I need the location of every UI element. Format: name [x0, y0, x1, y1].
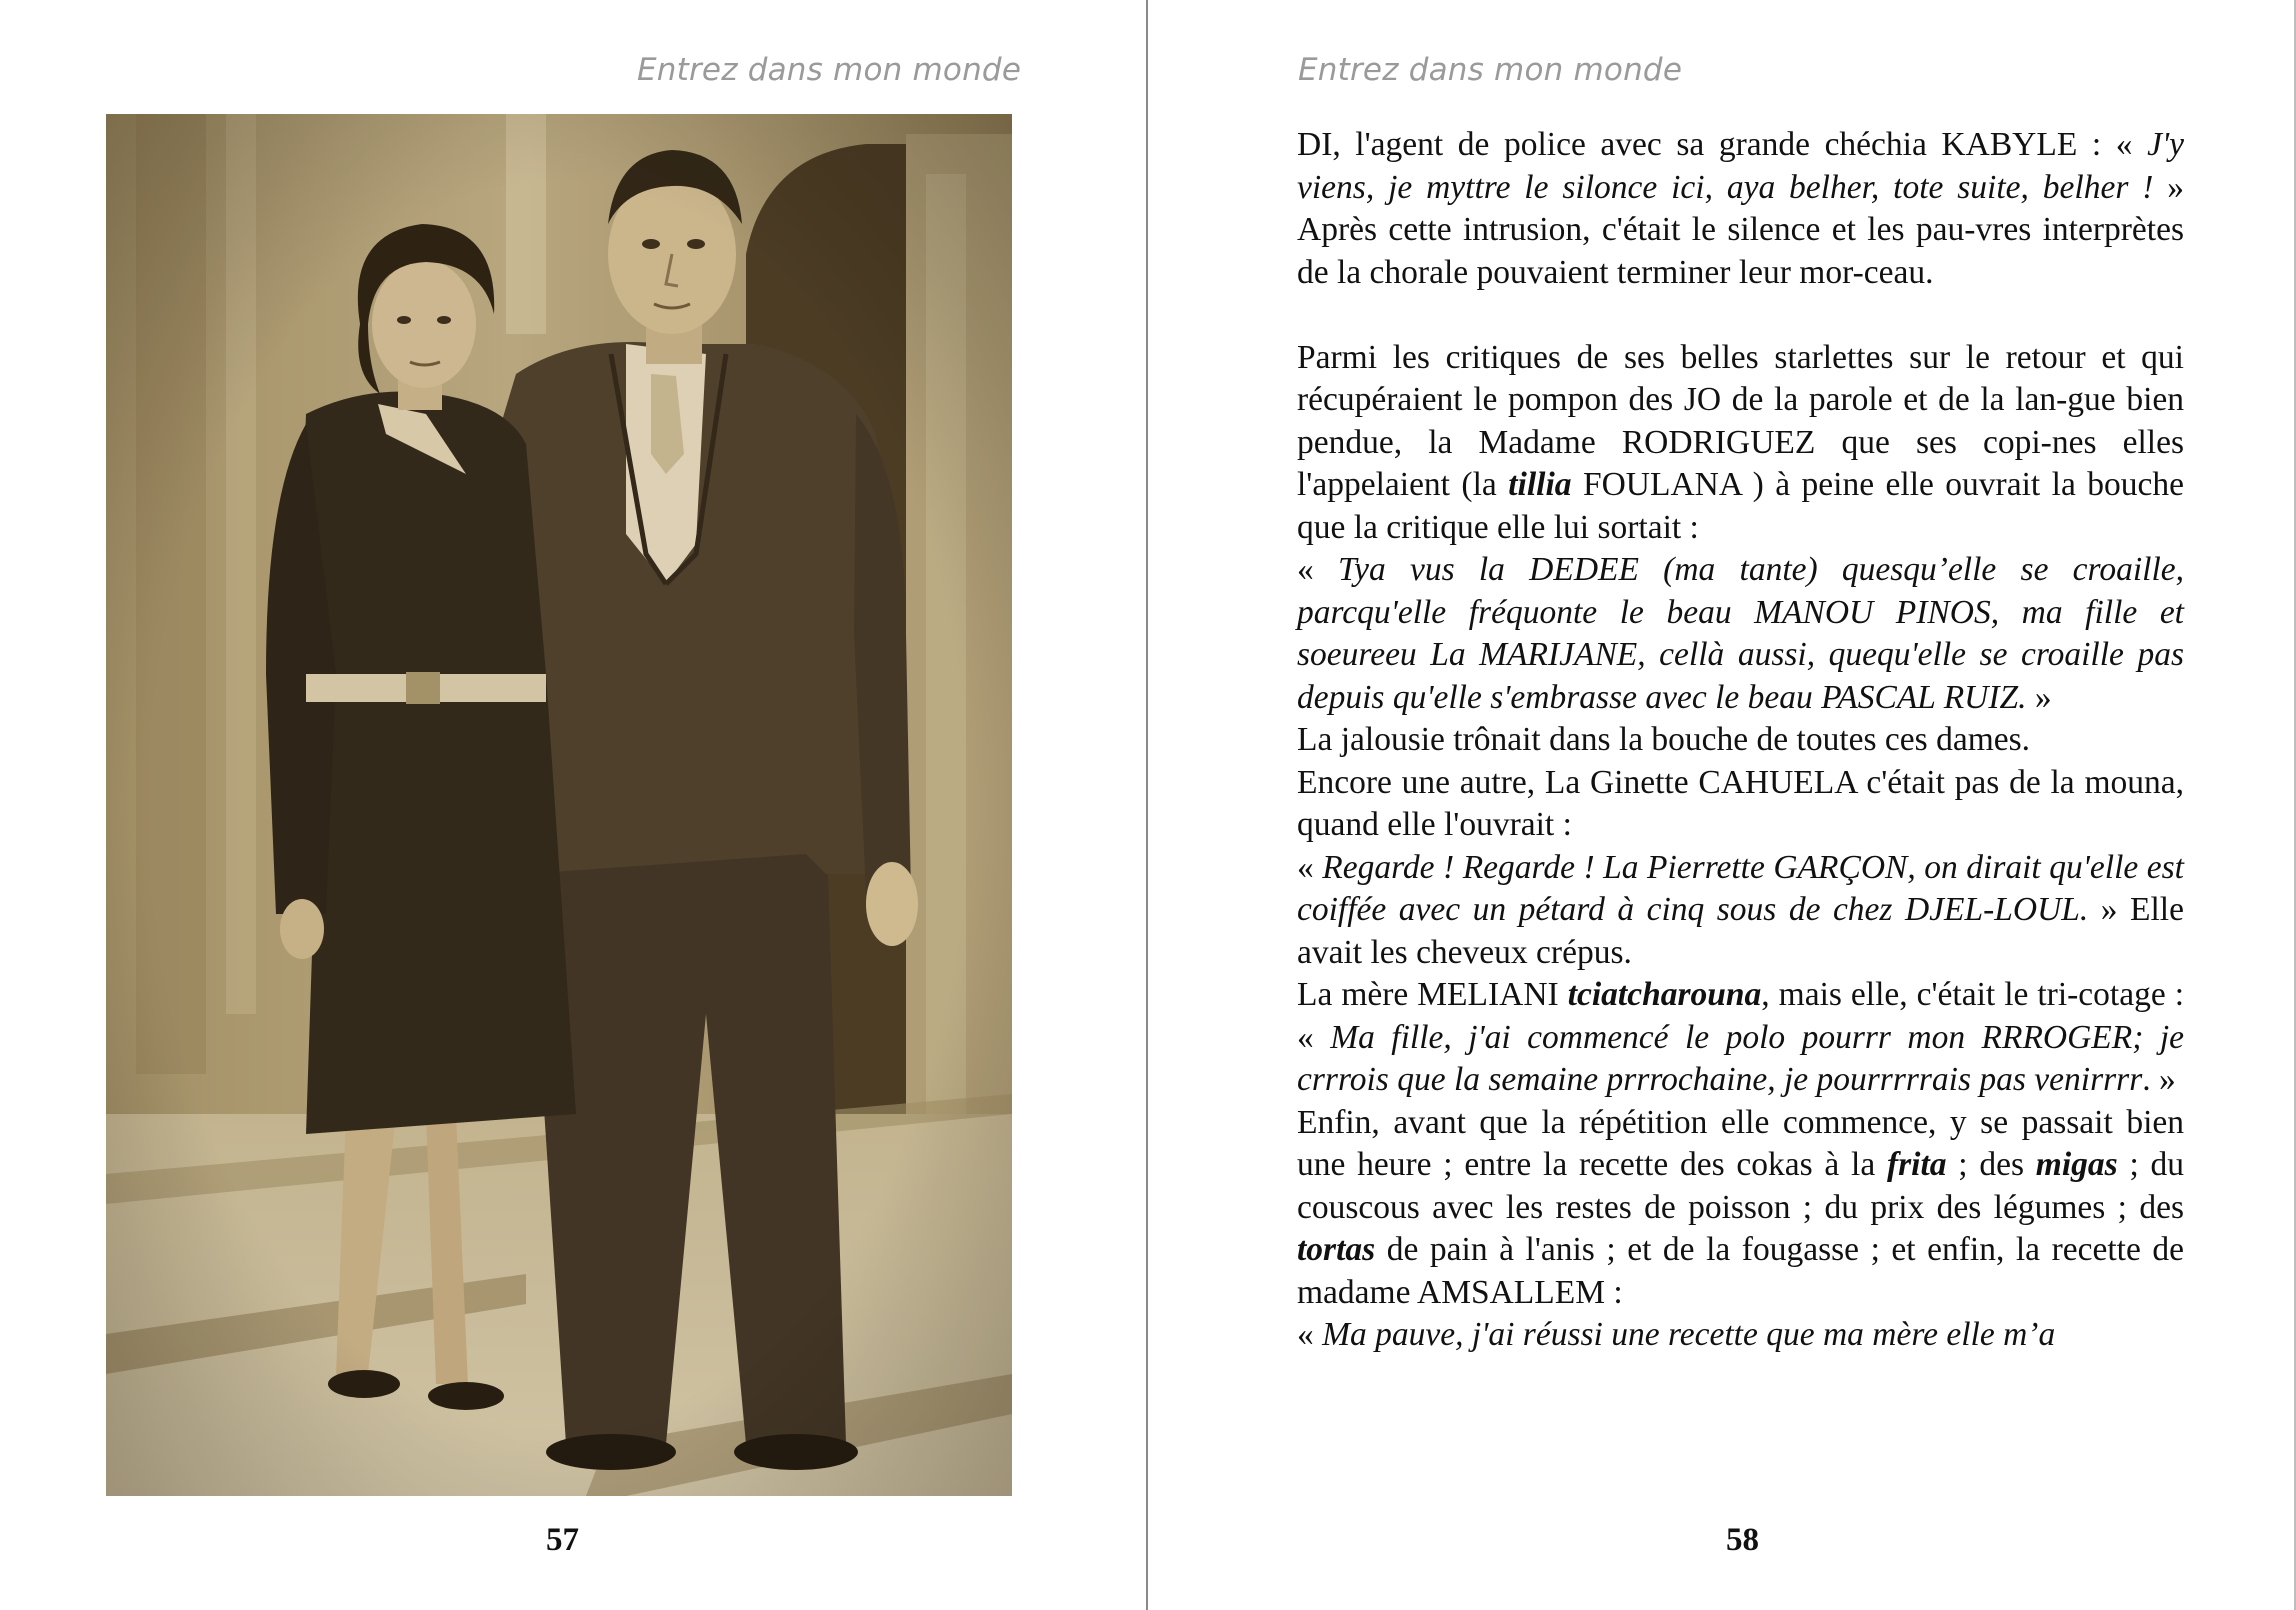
paragraph: Parmi les critiques de ses belles starlettes sur le retour et qui récupéraient le pompon des JO de la parole et de la lan-gue bien pendue, la Madame RODRIGUEZ que ses copi-nes elles l'appelaient (la tillia FOULANA ) à peine elle ouvrait la bouche que la critique elle lui sortait :: [1297, 338, 2185, 546]
page-number-left: 57: [546, 1522, 579, 1558]
paragraph: DI, l'agent de police avec sa grande chéchia KABYLE : « J'y viens, je myttre le silonce ici, aya belher, tote suite, belher ! » Après cette intrusion, c'était le silence et les pau-vres interprètes de la chorale pouvaient terminer leur mor-ceau.: [1297, 126, 2184, 291]
body-text: [1297, 124, 2184, 1357]
paragraph: « Tya vus la DEDEE (ma tante) quesqu’elle se croaille, parcqu'elle fréquonte le beau MANOU PINOS, ma fille et soeureeu La MARIJANE, cellà aussi, quequ'elle se croaille pas depuis qu'elle s'embrasse avec le beau PASCAL RUIZ. »: [1297, 551, 2184, 716]
paragraph: La mère MELIANI tciatcharouna, mais elle, c'était le tri-cotage : « Ma fille, j'ai commencé le polo pourrr mon RRROGER; je crrrois que la semaine prrrochaine, je pourrrrrais pas venirrrr. »: [1297, 976, 2185, 1098]
page-number-right: 58: [1726, 1522, 1759, 1558]
paragraph: « Ma pauve, j'ai réussi une recette que ma mère elle m’a: [1297, 1316, 2056, 1353]
running-head-left: Entrez dans mon monde: [637, 52, 1022, 88]
running-head-right: Entrez dans mon monde: [1298, 52, 1683, 88]
sepia-portrait-photo: [106, 114, 1012, 1496]
paragraph: Enfin, avant que la répétition elle commence, y se passait bien une heure ; entre la recette des cokas à la frita ; des migas ; du couscous avec les restes de poisson ; du prix des légumes ; des tortas de pain à l'anis ; et de la fougasse ; et enfin, la recette de madame AMSALLEM :: [1297, 1103, 2185, 1311]
paragraph: « Regarde ! Regarde ! La Pierrette GARÇON, on dirait qu'elle est coiffée avec un pétard à cinq sous de chez DJEL-LOUL. » Elle avait les cheveux crépus.: [1297, 848, 2184, 971]
paragraph: Encore une autre, La Ginette CAHUELA c'était pas de la mouna, quand elle l'ouvrait :: [1297, 763, 2184, 843]
paragraph: La jalousie trônait dans la bouche de toutes ces dames.: [1297, 721, 2031, 758]
paragraph-gap: [1297, 294, 2184, 337]
